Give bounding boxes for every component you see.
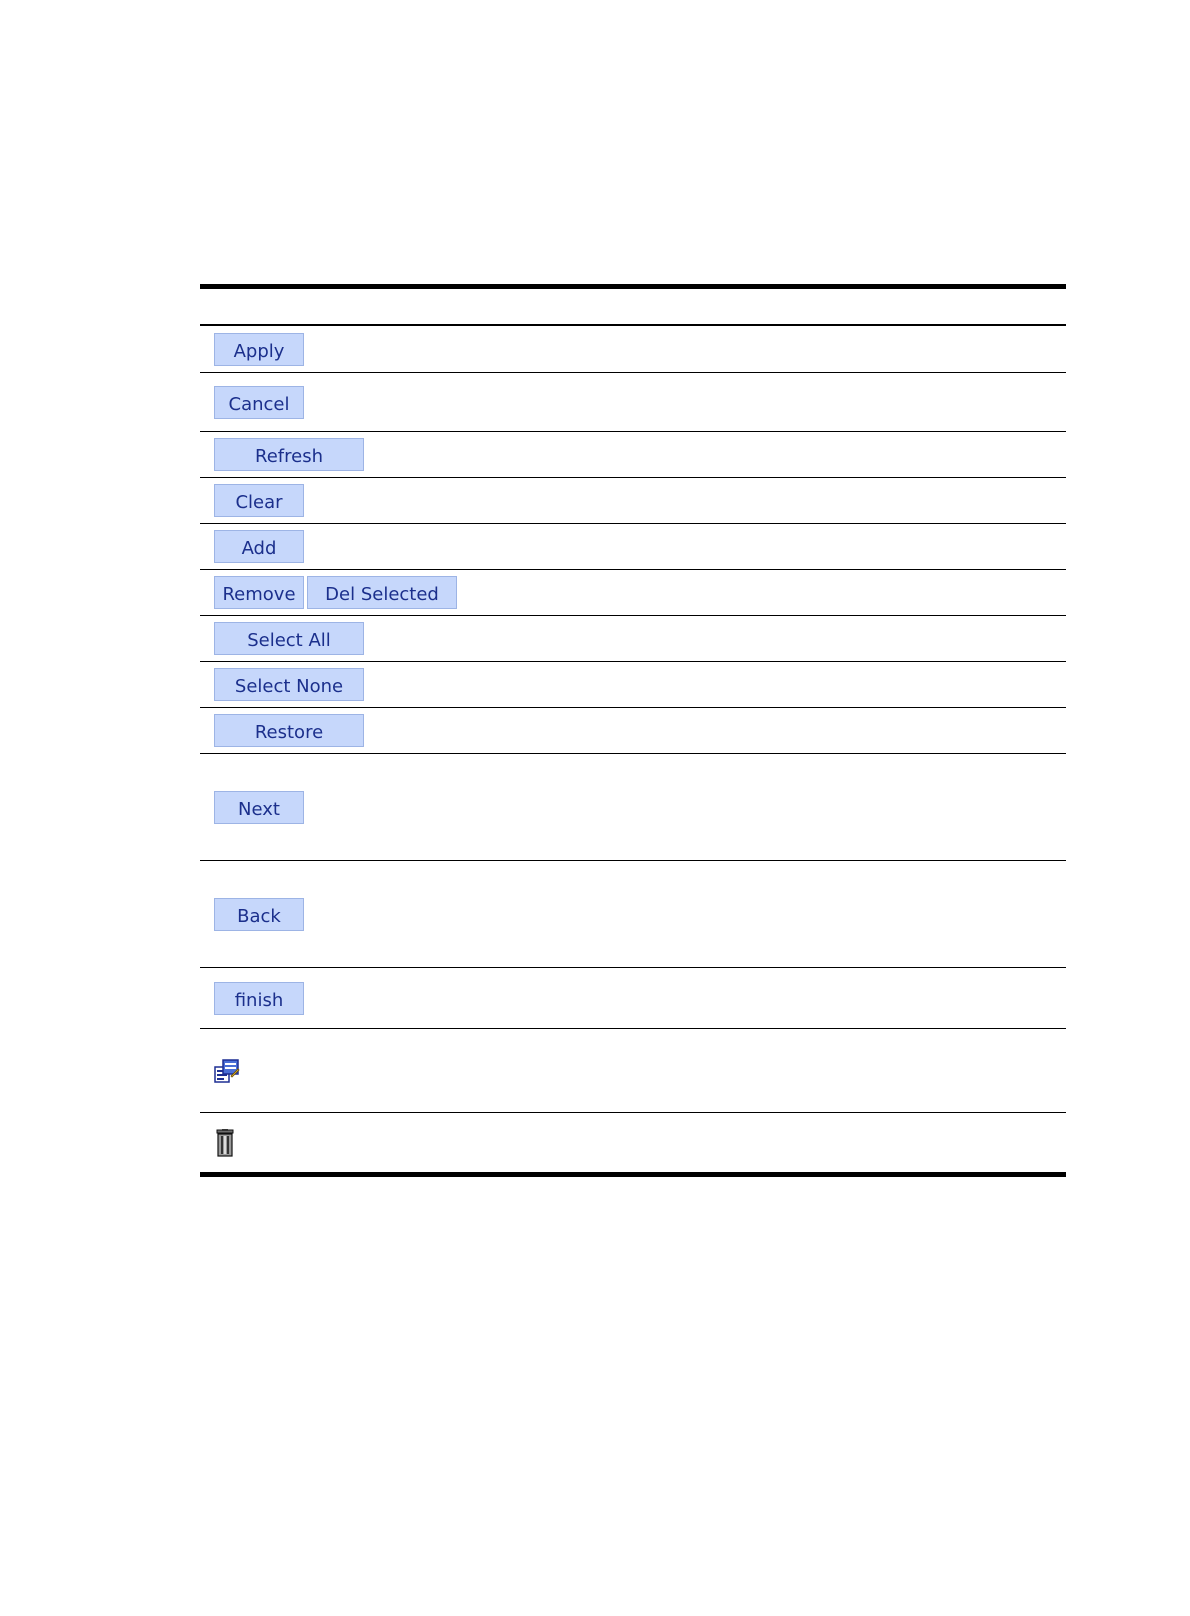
table-header	[200, 289, 1066, 326]
table-row	[200, 373, 1066, 432]
clear-button[interactable]: Clear	[214, 484, 304, 517]
table-row	[200, 861, 1066, 968]
add-button[interactable]: Add	[214, 530, 304, 563]
restore-button[interactable]: Restore	[214, 714, 364, 747]
next-button[interactable]: Next	[214, 791, 304, 824]
back-button[interactable]: Back	[214, 898, 304, 931]
apply-button[interactable]: Apply	[214, 333, 304, 366]
select-all-button[interactable]: Select All	[214, 622, 364, 655]
table-row	[200, 754, 1066, 861]
table-row	[200, 524, 1066, 570]
table-row	[200, 326, 1066, 373]
trash-icon[interactable]	[214, 1129, 236, 1157]
table-row	[200, 708, 1066, 754]
refresh-button[interactable]: Refresh	[214, 438, 364, 471]
edit-config-icon[interactable]	[214, 1058, 240, 1084]
table-row	[200, 662, 1066, 708]
table-row	[200, 968, 1066, 1029]
del-selected-button[interactable]: Del Selected	[307, 576, 457, 609]
remove-button[interactable]: Remove	[214, 576, 304, 609]
table-row	[200, 478, 1066, 524]
cancel-button[interactable]: Cancel	[214, 386, 304, 419]
select-none-button[interactable]: Select None	[214, 668, 364, 701]
button-reference-table	[200, 284, 1066, 1177]
finish-button[interactable]: finish	[214, 982, 304, 1015]
table-row	[200, 570, 1066, 616]
table-row	[200, 1113, 1066, 1172]
table-row	[200, 1029, 1066, 1113]
table-row	[200, 616, 1066, 662]
table-row	[200, 432, 1066, 478]
